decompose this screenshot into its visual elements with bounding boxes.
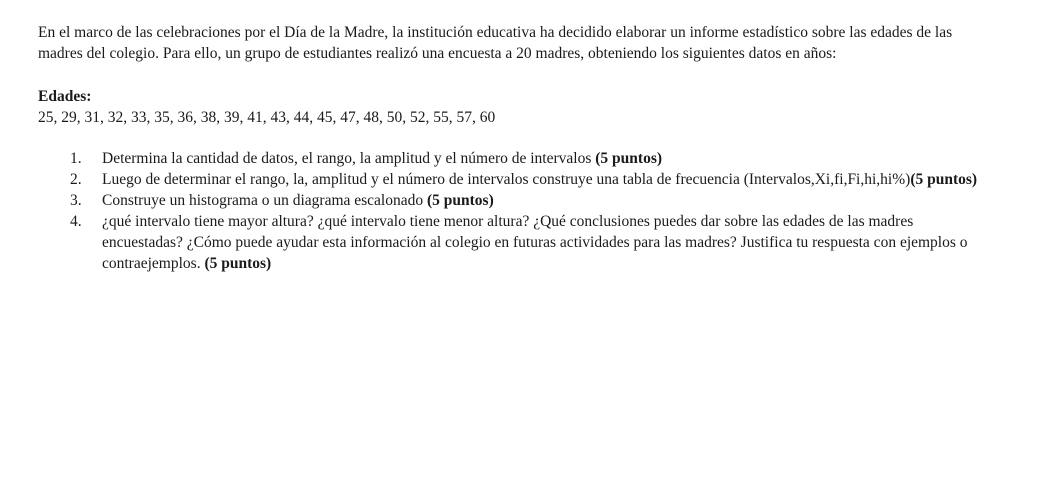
question-text: Luego de determinar el rango, la, amplitud y el número de intervalos construye una tabla de frecuencia (Intervalos,Xi,fi,Fi,hi,hi%) [102,171,911,188]
question-4 [38,211,982,274]
intro-paragraph: En el marco de las celebraciones por el Día de la Madre, la institución educativa ha decidido elaborar un informe estadístico sobre las edades de las madres del colegio. Para ello, un grupo de estudiantes realizó una encuesta a 20 madres, obteniendo los siguientes datos en años: [38,24,953,62]
document-page [38,22,998,274]
question-points: (5 puntos) [427,192,494,209]
questions-list [38,148,998,274]
question-number: 2. [70,171,82,188]
question-number: 1. [70,150,82,167]
question-1 [38,148,982,169]
question-3 [38,190,982,211]
ages-heading: Edades: [38,88,92,105]
question-text: Construye un histograma o un diagrama escalonado [102,192,427,209]
ages-list: 25, 29, 31, 32, 33, 35, 36, 38, 39, 41, 43, 44, 45, 47, 48, 50, 52, 55, 57, 60 [38,109,496,126]
question-2 [38,169,982,190]
question-points: (5 puntos) [595,150,663,167]
question-text: ¿qué intervalo tiene mayor altura? ¿qué intervalo tiene menor altura? ¿Qué conclusiones puedes dar sobre las edades de las madres encuestadas? ¿Cómo puede ayudar esta información al colegio en futuras actividades para las madres? Justifica tu respuesta con ejemplos o contraejemplos. [102,213,968,272]
question-number: 3. [70,192,82,209]
question-points: (5 puntos) [910,171,978,188]
question-text: Determina la cantidad de datos, el rango, la amplitud y el número de intervalos [102,150,596,167]
question-number: 4. [70,213,82,230]
question-points: (5 puntos) [204,255,272,272]
